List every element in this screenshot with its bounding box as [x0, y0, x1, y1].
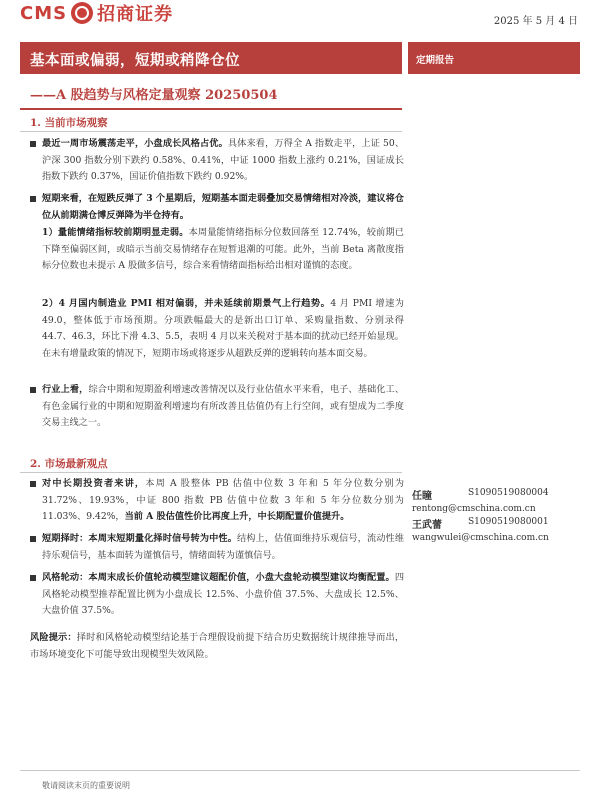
section1-point-volume — [42, 225, 404, 275]
section1-bullet-industry — [30, 382, 404, 432]
point-bold-text: 2）4 月国内制造业 PMI 相对偏弱，并未延续前期景气上行趋势。 — [42, 298, 331, 309]
report-subtitle: ——A 股趋势与风格定量观察 20250504 — [30, 88, 278, 103]
section1-bullet-shortterm — [30, 191, 404, 224]
risk-label: 风险提示： — [30, 632, 77, 643]
risk-text: 择时和风格轮动模型结论基于合理假设前提下结合历史数据统计规律推导而出，市场环境变化下可能导致出现模型失效风险。 — [30, 632, 405, 660]
report-title: 基本面或偏弱，短期或稍降仓位 — [30, 52, 240, 69]
analyst-cert: S1090519080004 — [468, 488, 549, 498]
point-text: 本周量能情绪指标分位数回落至 12.74%，较前期已下降至偏弱区间，或暗示当前交易情绪存在短暂退潮的可能。此外，当前 Beta 离散度指标分位数也未提示 A 股做多信号，综合来看情绪面指标给出相对谨慎的态度。 — [42, 227, 404, 271]
logo-emblem-icon — [71, 2, 93, 24]
point-bold-text: 1）量能情绪指标较前期明显走弱。 — [42, 227, 189, 238]
footer-note: 敬请阅读末页的重要说明 — [42, 781, 130, 790]
bullet-square-icon — [30, 196, 36, 202]
bullet-text: 四风格轮动模型推荐配置比例为小盘成长 12.5%、小盘价值 37.5%、大盘成长 12.5%、大盘价值 37.5%。 — [42, 572, 404, 616]
section2-bullet-style — [30, 570, 404, 620]
analyst-cert: S1090519080001 — [468, 517, 549, 527]
section1-bullet-market — [30, 136, 404, 186]
bullet-bold-text: 短期来看，在短跌反弹了 3 个星期后，短期基本面走弱叠加交易情绪相对冷淡，建议将仓位从前期满仓博反弹降为半仓持有。 — [42, 193, 404, 221]
bullet-square-icon — [30, 536, 36, 542]
section2-heading: 2. 市场最新观点 — [30, 458, 108, 470]
bullet-text: 本周 A 股整体 PB 估值中位数 3 年和 5 年分位数分别为 31.72%、19.93%，中证 800 指数 PB 估值中位数 3 年和 5 年分位数分别为 11.03%、9.42%， — [42, 478, 405, 522]
bullet-text: 具体来看，万得全 A 指数走平，上证 50、沪深 300 指数分别下跌约 0.58%、0.41%，中证 1000 指数上涨约 0.21%，国证成长指数下跌约 0.37%，国证价值指数下跌约 0.92%。 — [42, 138, 405, 182]
section2-bullet-longterm — [30, 476, 404, 526]
bullet-square-icon — [30, 575, 36, 581]
company-logo — [20, 0, 173, 26]
point-text: 4 月 PMI 增速为 49.0，整体低于市场预期。分项跌幅最大的是新出口订单、采购量指数、分别录得 44.7、46.3，环比下滑 4.3、5.5，表明 4 月以来关税对于基本面的扰动已经开始显现。在未有增量政策的情况下，短期市场或将逐步从超跌反弹的逻辑转向基本面交易。 — [42, 298, 404, 359]
bullet-bold-text: 短期择时：本周末短期量化择时信号转为中性。 — [42, 533, 237, 544]
report-type: 定期报告 — [416, 55, 455, 66]
bullet-bold-text: 对中长期投资者来讲， — [42, 478, 146, 489]
bullet-bold-text: 行业上看， — [42, 384, 89, 395]
footer-divider — [20, 770, 580, 771]
bullet-text: 结构上，估值面维持乐观信号，流动性维持乐观信号，基本面转为谨慎信号，情绪面转为谨慎信号。 — [42, 533, 405, 561]
bullet-bold-text: 风格轮动：本周末成长价值轮动模型建议超配价值，小盘大盘轮动模型建议均衡配置。 — [42, 572, 395, 583]
subtitle-divider — [20, 108, 402, 110]
report-type-bar — [408, 42, 580, 74]
bullet-bold-text: 最近一周市场震荡走平，小盘成长风格占优。 — [42, 138, 228, 149]
report-date: 2025 年 5 月 4 日 — [493, 16, 578, 27]
logo-cms-text: CMS — [20, 2, 68, 24]
section1-divider — [20, 131, 402, 132]
section1-heading: 1. 当前市场观察 — [30, 117, 108, 129]
logo-chinese-text: 招商证券 — [97, 4, 174, 25]
bullet-square-icon — [30, 481, 36, 487]
section1-point-pmi — [42, 296, 404, 362]
bullet-text: 综合中期和短期盈利增速改善情况以及行业估值水平来看，电子、基础化工、有色金属行业的中期和短期盈利增速均有所改善且估值仍有上行空间，或有望成为二季度交易主线之一。 — [42, 384, 405, 428]
analyst-email: rentong@cmschina.com.cn — [412, 504, 536, 514]
title-bar — [20, 42, 402, 74]
analyst-email: wangwulei@cmschina.com.cn — [412, 533, 549, 543]
bullet-square-icon — [30, 387, 36, 393]
bullet-square-icon — [30, 141, 36, 147]
analyst-name: 任瞳 — [412, 491, 432, 502]
section2-bullet-timing — [30, 531, 404, 564]
section2-divider — [20, 472, 402, 473]
analyst-name: 王武蕾 — [412, 520, 442, 531]
analyst-card — [412, 487, 549, 514]
analyst-card — [412, 516, 549, 543]
bullet-bold-conclusion: 当前 A 股估值性价比再度上升，中长期配置价值提升。 — [124, 511, 350, 522]
risk-warning — [30, 630, 404, 663]
